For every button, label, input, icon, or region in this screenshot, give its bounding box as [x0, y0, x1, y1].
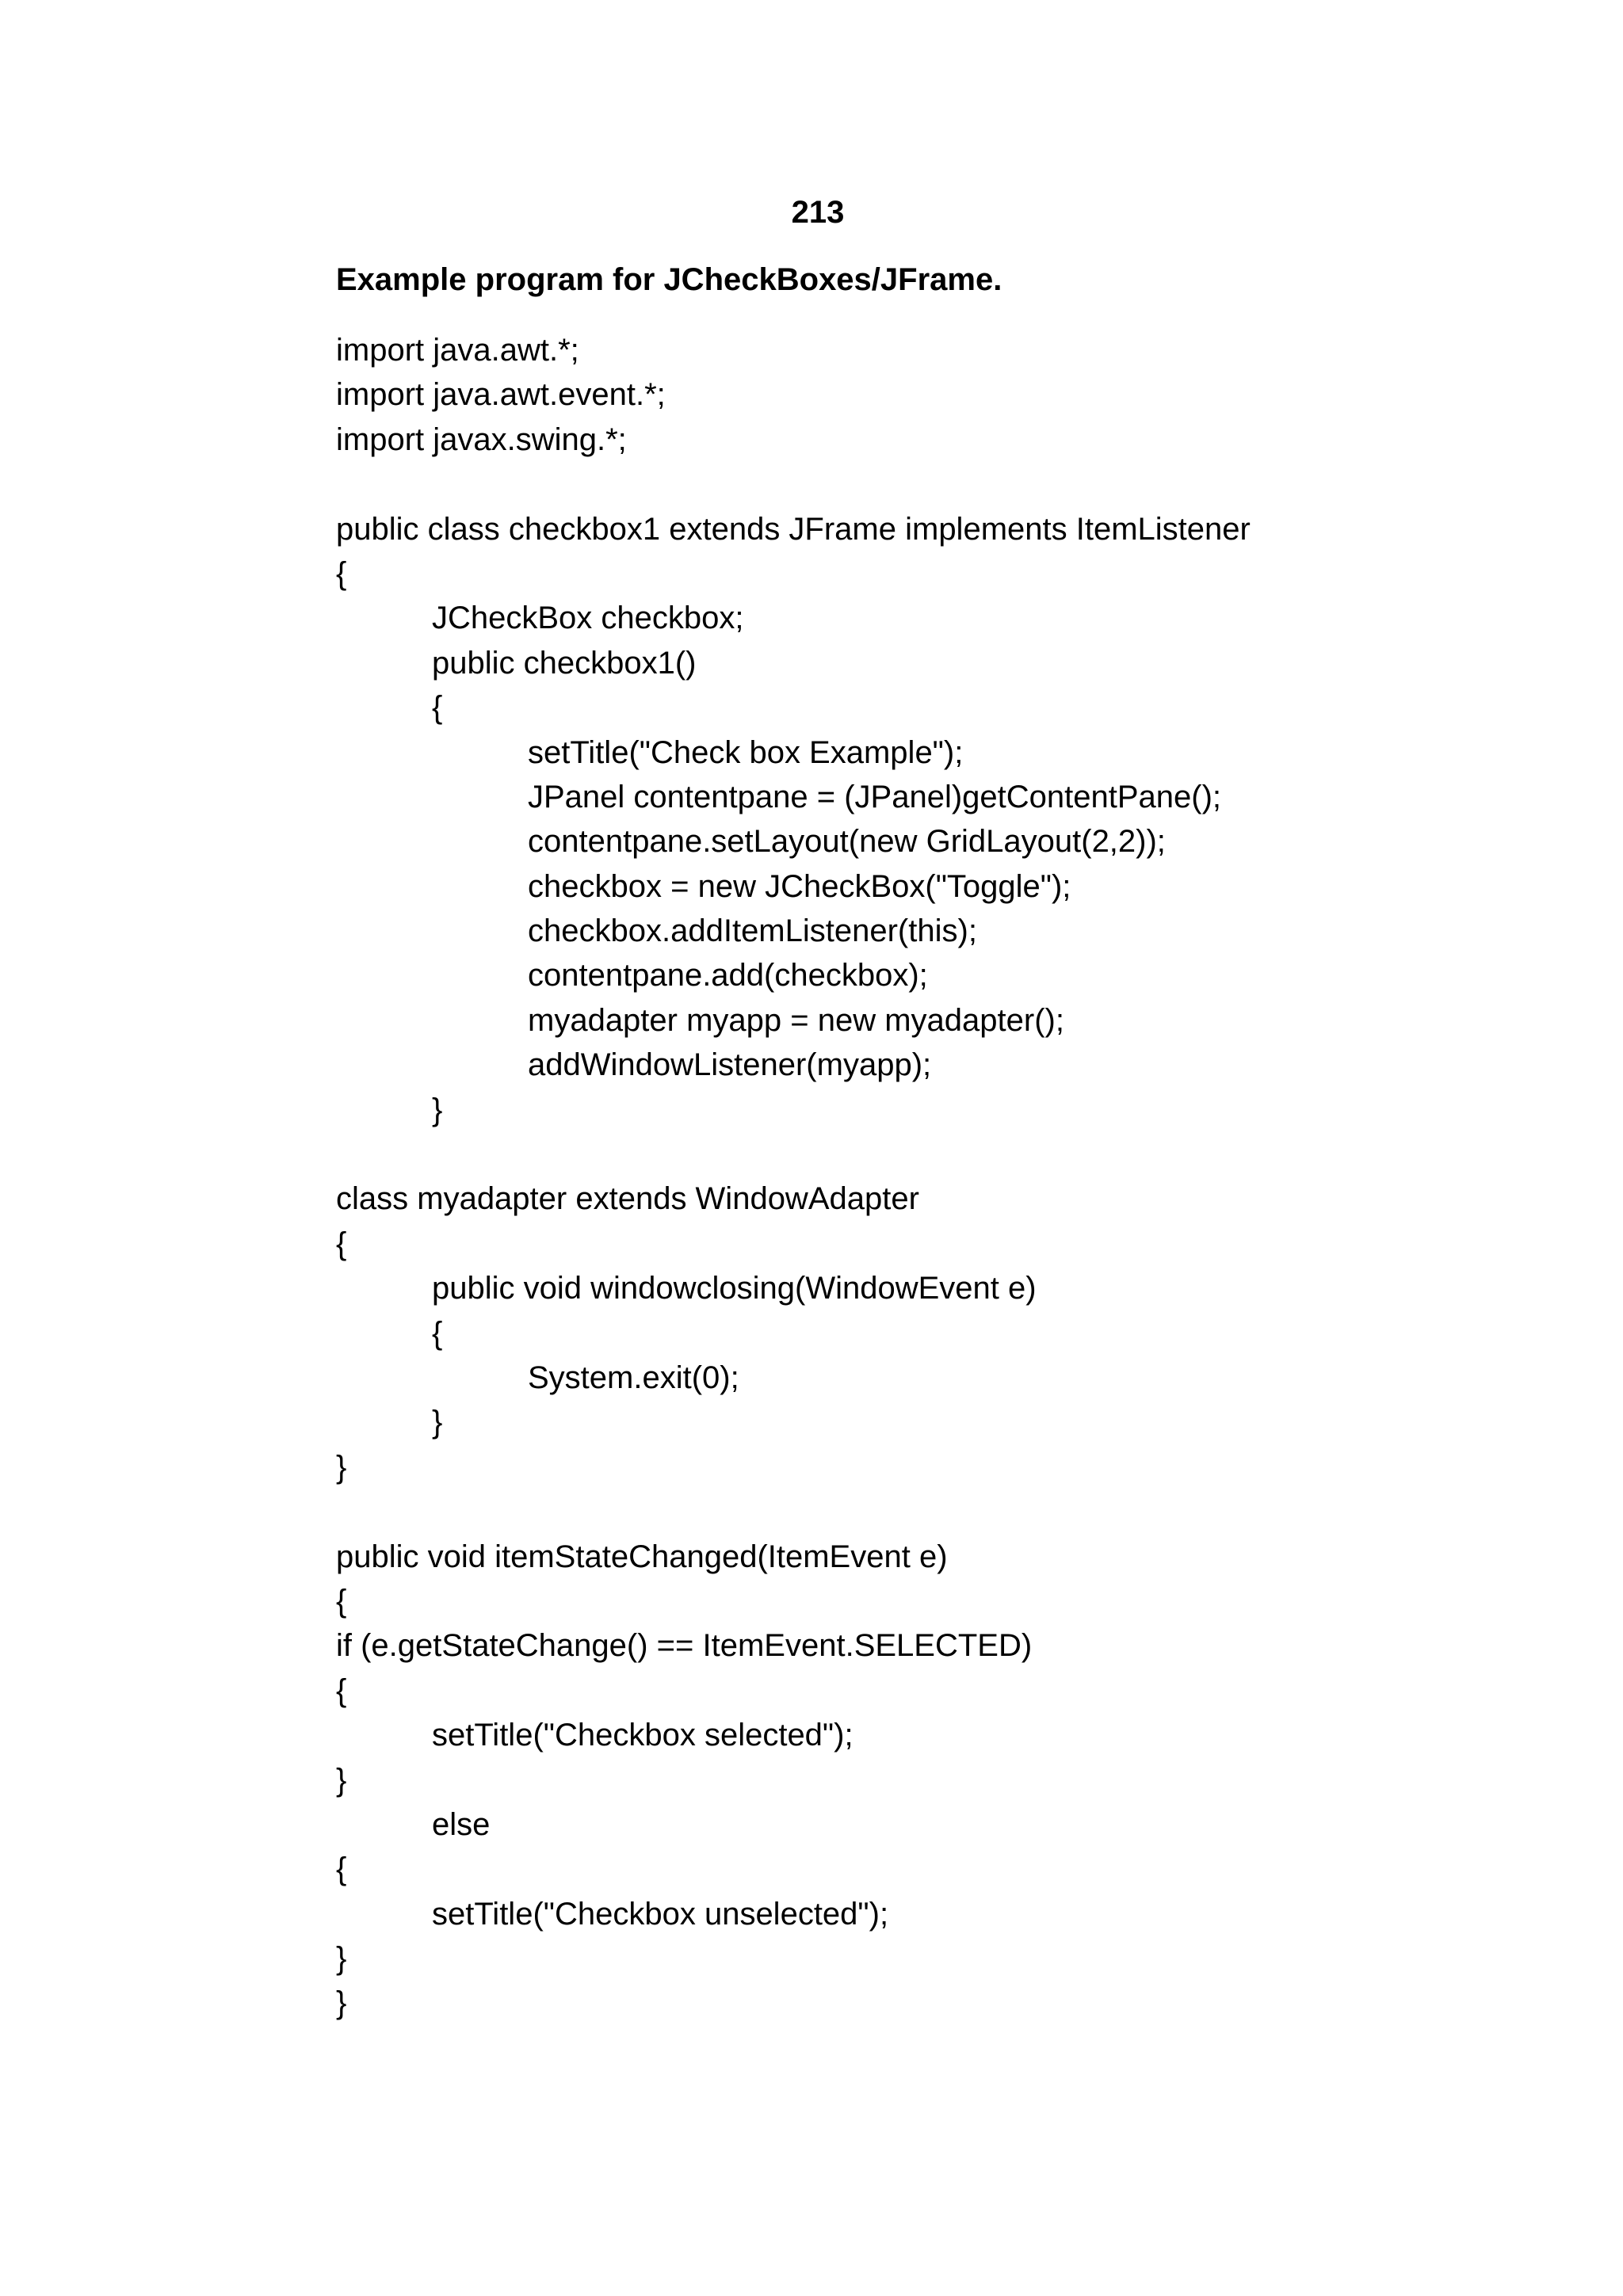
code-line: { [432, 1315, 443, 1351]
code-line: } [336, 1985, 347, 2021]
code-line: class myadapter extends WindowAdapter [336, 1181, 919, 1217]
code-line: { [336, 1852, 347, 1887]
code-line: setTitle("Check box Example"); [528, 734, 964, 770]
code-line: { [336, 1226, 347, 1261]
code-line: checkbox.addItemListener(this); [528, 913, 977, 949]
code-line: { [336, 1583, 347, 1619]
code-line: setTitle("Checkbox unselected"); [432, 1896, 889, 1932]
code-line: myadapter myapp = new myadapter(); [528, 1002, 1064, 1038]
code-line: } [336, 1762, 347, 1798]
code-line: import java.awt.*; [336, 333, 579, 368]
code-line [336, 1132, 1251, 1177]
code-line: else [432, 1806, 491, 1842]
code-line: setTitle("Checkbox selected"); [432, 1718, 854, 1753]
code-line: { [336, 1672, 347, 1708]
page-number: 213 [791, 195, 845, 230]
code-line: } [336, 1941, 347, 1977]
code-line: { [432, 690, 443, 726]
code-line: { [336, 555, 347, 591]
code-line: public void itemStateChanged(ItemEvent e) [336, 1539, 948, 1574]
code-line: public void windowclosing(WindowEvent e) [432, 1271, 1037, 1306]
code-line: } [336, 1449, 347, 1485]
code-line [336, 462, 1251, 506]
code-line: import java.awt.event.*; [336, 377, 666, 413]
code-line [336, 1489, 1251, 1534]
code-line: contentpane.setLayout(new GridLayout(2,2)); [528, 824, 1166, 860]
code-block [336, 328, 1251, 2026]
code-line: public checkbox1() [432, 645, 697, 681]
section-heading: Example program for JCheckBoxes/JFrame. [336, 262, 1002, 297]
code-line: contentpane.add(checkbox); [528, 958, 928, 994]
code-line: public class checkbox1 extends JFrame implements ItemListener [336, 511, 1251, 547]
code-line: if (e.getStateChange() == ItemEvent.SELECTED) [336, 1628, 1033, 1664]
code-line: import javax.swing.*; [336, 421, 627, 457]
code-line: JCheckBox checkbox; [432, 601, 744, 636]
code-line: checkbox = new JCheckBox("Toggle"); [528, 868, 1071, 904]
code-line: addWindowListener(myapp); [528, 1047, 932, 1083]
code-line: JPanel contentpane = (JPanel)getContentPane(); [528, 779, 1222, 814]
code-line: } [432, 1405, 443, 1440]
code-line: System.exit(0); [528, 1360, 739, 1395]
code-line: } [432, 1092, 443, 1127]
